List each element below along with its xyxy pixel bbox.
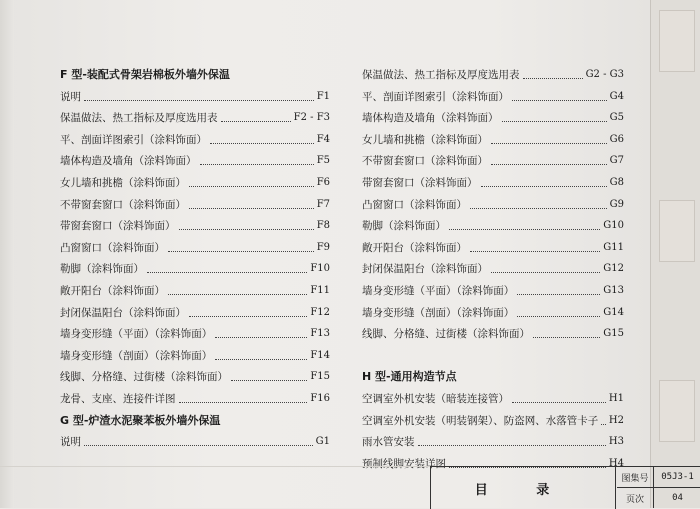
leader-dots: [215, 358, 307, 360]
toc-entry: [60, 256, 330, 276]
leader-dots: [168, 293, 307, 295]
toc-entry-title: F 型-装配式骨架岩棉板外墙外保温: [60, 68, 230, 81]
leader-dots: [470, 250, 600, 252]
toc-entry-title: 雨水管安装: [362, 436, 415, 449]
leader-dots: [147, 271, 307, 273]
toc-entry-page: G9: [609, 198, 624, 210]
toc-entry-title: 敞开阳台（涂料饰面）: [362, 241, 467, 254]
toc-entry: [60, 84, 330, 104]
toc-entry: [60, 127, 330, 147]
page-left-edge: [0, 0, 14, 508]
toc-entry-page: G5: [609, 112, 624, 124]
toc-entry-page: F11: [310, 285, 330, 296]
toc-entry-title: 墙身变形缝（平面）（涂料饰面）: [60, 328, 213, 341]
toc-entry: [362, 408, 624, 428]
leader-dots: [215, 336, 307, 338]
toc-entry-title: 不带窗套窗口（涂料饰面）: [362, 155, 488, 168]
toc-entry-page: F1: [316, 90, 330, 102]
toc-entry: [362, 170, 624, 190]
page-number-value: 04: [672, 493, 683, 503]
toc-entry: [362, 62, 624, 82]
toc-entry: [362, 256, 624, 276]
toc-entry-title: 平、剖面详图索引（涂料饰面）: [362, 90, 509, 103]
section-heading: [60, 62, 330, 82]
toc-entry-title: 勒脚（涂料饰面）: [60, 263, 144, 276]
toc-entry: [60, 429, 330, 449]
toc-entry: [60, 213, 330, 233]
toc-entry-title: 龙骨、支座、连接件详图: [60, 393, 176, 405]
toc-entry-page: G4: [609, 90, 624, 102]
toc-entry-title: 保温做法、热工指标及厚度选用表: [60, 112, 218, 125]
leader-dots: [517, 315, 600, 317]
leader-dots: [189, 315, 307, 317]
leader-dots: [179, 228, 314, 230]
toc-entry: [60, 300, 330, 320]
toc-entry-title: 勒脚（涂料饰面）: [362, 220, 446, 233]
leader-dots: [601, 423, 606, 425]
toc-entry-title: 说明: [60, 90, 81, 103]
toc-entry: [60, 364, 330, 384]
toc-entry-title: 敞开阳台（涂料饰面）: [60, 285, 165, 297]
toc-entry: [362, 192, 624, 212]
leader-dots: [491, 142, 607, 144]
leader-dots: [481, 185, 607, 187]
toc-entry-page: G8: [609, 177, 624, 188]
toc-entry-page: F10: [310, 263, 330, 275]
atlas-number-row: [617, 467, 700, 488]
toc-entry-title: 说明: [60, 436, 81, 449]
leader-dots: [512, 401, 606, 403]
toc-entry-title: G 型-炉渣水泥聚苯板外墙外保温: [60, 413, 221, 427]
toc-entry: [60, 278, 330, 298]
toc-entry-page: F5: [316, 155, 330, 167]
toc-entry-title: 空调室外机安装（明装钢架）、防盗网、水落管卡子: [362, 414, 599, 427]
toc-entry: [362, 278, 624, 298]
leader-dots: [523, 77, 583, 79]
leader-dots: [210, 142, 314, 144]
leader-dots: [449, 228, 600, 230]
toc-entry: [362, 321, 624, 341]
toc-entry: [60, 148, 330, 168]
leader-dots: [84, 444, 313, 446]
leader-dots: [491, 163, 607, 165]
faded-stamp-3: [659, 380, 695, 442]
section-heading: [362, 364, 624, 384]
toc-entry-page: F9: [316, 241, 330, 253]
leader-dots: [517, 293, 600, 295]
leader-dots: [189, 207, 314, 209]
toc-entry: [362, 235, 624, 255]
toc-entry-title: H 型-通用构造节点: [362, 370, 457, 384]
toc-entry: [362, 84, 624, 104]
toc-entry: [60, 321, 330, 341]
toc-entry: [60, 192, 330, 212]
toc-entry-page: G6: [609, 133, 624, 145]
leader-dots: [221, 120, 291, 122]
toc-entry-title: 封闭保温阳台（涂料饰面）: [362, 263, 488, 276]
toc-entry-title: 墙身变形缝（剖面）（涂料饰面）: [362, 306, 515, 319]
toc-entry-page: F15: [310, 371, 330, 383]
toc-entry: [60, 343, 330, 363]
toc-entry-page: G13: [603, 285, 624, 296]
toc-entry-page: G1: [315, 436, 330, 448]
page-number-row: [617, 488, 700, 508]
toc-entry-page: G7: [609, 155, 624, 167]
faded-stamp-2: [659, 200, 695, 262]
toc-entry-page: G14: [603, 306, 624, 318]
title-block: [430, 466, 700, 509]
toc-entry-title: 封闭保温阳台（涂料饰面）: [60, 306, 186, 319]
toc-entry: [362, 386, 624, 406]
toc-entry-title: 女儿墙和挑檐（涂料饰面）: [60, 177, 186, 189]
toc-entry: [362, 213, 624, 233]
toc-entry-title: 预制线脚安装详图: [362, 457, 446, 470]
toc-entry-page: F13: [310, 328, 330, 340]
toc-entry: [362, 127, 624, 147]
toc-entry-page: F16: [310, 393, 330, 404]
toc-entry: [362, 343, 624, 363]
toc-entry-title: 不带窗套窗口（涂料饰面）: [60, 198, 186, 211]
section-heading: [60, 408, 330, 428]
toc-entry-title: 带窗套窗口（涂料饰面）: [60, 220, 176, 233]
atlas-number-label: 图集号: [617, 467, 654, 487]
toc-entry: [362, 429, 624, 449]
title-block-blank: [0, 466, 430, 509]
toc-title: 目 录: [431, 467, 616, 509]
toc-entry-page: G2 - G3: [585, 69, 624, 80]
leader-dots: [84, 99, 314, 101]
atlas-number-value: 05J3-1: [661, 472, 694, 482]
toc-entry-page: F14: [310, 349, 330, 361]
toc-entry-page: H2: [608, 414, 624, 426]
toc-entry: [362, 300, 624, 320]
toc-entry-title: 墙体构造及墙角（涂料饰面）: [60, 155, 197, 168]
toc-entry-page: F7: [316, 198, 330, 210]
toc-entry-title: 线脚、分格缝、过街楼（涂料饰面）: [60, 371, 228, 384]
toc-entry-title: 平、剖面详图索引（涂料饰面）: [60, 133, 207, 146]
toc-entry: [60, 170, 330, 190]
leader-dots: [231, 379, 307, 381]
leader-dots: [418, 444, 606, 446]
leader-dots: [200, 163, 314, 165]
leader-dots: [470, 207, 607, 209]
toc-entry: [362, 148, 624, 168]
toc-entry-page: F6: [316, 177, 330, 188]
toc-entry: [362, 105, 624, 125]
toc-entry-page: G15: [603, 328, 624, 340]
toc-entry-page: H3: [608, 436, 624, 448]
toc-entry-title: 凸窗窗口（涂料饰面）: [362, 198, 467, 211]
leader-dots: [502, 120, 607, 122]
page-number-label: 页次: [617, 488, 654, 508]
toc-entry: [60, 105, 330, 125]
toc-entry-page: F12: [310, 306, 330, 318]
binding-strip: [650, 0, 700, 508]
toc-entry-title: 墙身变形缝（平面）（涂料饰面）: [362, 285, 515, 297]
toc-entry: [60, 235, 330, 255]
toc-entry-title: 女儿墙和挑檐（涂料饰面）: [362, 133, 488, 146]
toc-entry-title: 带窗套窗口（涂料饰面）: [362, 177, 478, 189]
toc-entry-page: F4: [316, 133, 330, 145]
toc-entry-title: 墙体构造及墙角（涂料饰面）: [362, 112, 499, 125]
toc-entry-page: G11: [603, 241, 624, 253]
leader-dots: [189, 185, 314, 187]
leader-dots: [179, 401, 308, 403]
leader-dots: [168, 250, 314, 252]
toc-entry-title: 空调室外机安装（暗装连接管）: [362, 393, 509, 405]
toc-entry-page: F8: [316, 220, 330, 232]
toc-entry-title: 保温做法、热工指标及厚度选用表: [362, 69, 520, 81]
toc-entry-page: H4: [608, 457, 624, 469]
toc-entry-title: 线脚、分格缝、过街楼（涂料饰面）: [362, 328, 530, 341]
toc-entry-page: G12: [603, 263, 624, 275]
toc-entry-page: G10: [603, 220, 624, 232]
leader-dots: [491, 271, 600, 273]
toc-entry-title: 墙身变形缝（剖面）（涂料饰面）: [60, 349, 213, 362]
toc-entry-page: H1: [608, 393, 624, 404]
leader-dots: [533, 336, 600, 338]
leader-dots: [512, 99, 607, 101]
toc-entry: [60, 386, 330, 406]
toc-entry-title: 凸窗窗口（涂料饰面）: [60, 241, 165, 254]
toc-entry-page: F2 - F3: [293, 112, 330, 124]
faded-stamp-1: [659, 10, 695, 72]
